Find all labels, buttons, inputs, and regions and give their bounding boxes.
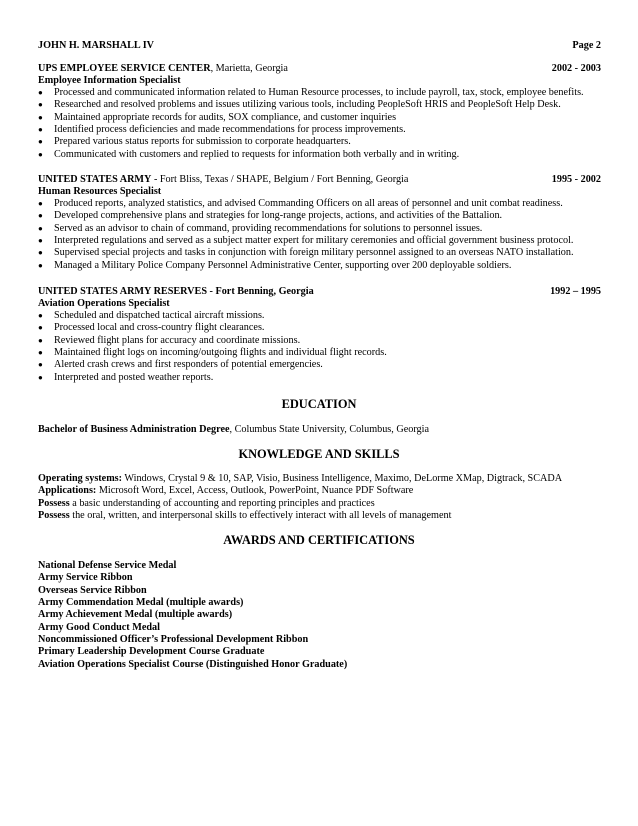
list-item: ● Maintained flight logs on incoming/outgoing flights and individual flight records.: [38, 347, 387, 359]
skills-row: Possess the oral, written, and interpersonal skills to effectively interact with all levels of management: [38, 510, 452, 522]
job-location: , Marietta, Georgia: [210, 63, 288, 74]
list-item: ● Identified process deficiencies and made recommendations for process improvements.: [38, 124, 406, 136]
list-item: ● Maintained appropriate records for audits, SOX compliance, and customer inquiries: [38, 111, 397, 123]
list-item: ● Developed comprehensive plans and strategies for long-range projects, actions, and activities of the Battalion.: [38, 210, 503, 222]
bullet-icon: ●: [38, 323, 43, 333]
list-item: ● Alerted crash crews and first responders of potential emergencies.: [38, 359, 323, 371]
bullet-icon: ●: [38, 236, 43, 246]
list-item: ● Served as an advisor to chain of command, providing recommendations for solutions to personnel issues.: [38, 222, 483, 234]
bullet-icon: ●: [38, 360, 43, 370]
job-org: UNITED STATES ARMY RESERVES - Fort Benning, Georgia: [38, 286, 314, 297]
awards-heading: AWARDS AND CERTIFICATIONS: [223, 533, 415, 547]
job-header-ups: [38, 63, 601, 75]
job-header-army: [38, 174, 601, 186]
award-item: Army Service Ribbon: [38, 572, 133, 584]
list-item: ● Reviewed flight plans for accuracy and coordinate missions.: [38, 334, 301, 346]
list-item: ● Supervised special projects and tasks in conjunction with foreign military personnel assigned to an overseas NATO installation.: [38, 247, 574, 259]
school: , Columbus State University, Columbus, Georgia: [229, 424, 429, 435]
job-header-reserves: [38, 286, 601, 298]
education-heading: EDUCATION: [281, 397, 357, 411]
award-item: Primary Leadership Development Course Graduate: [38, 646, 265, 658]
job-bullets: [38, 198, 608, 272]
bullet-icon: ●: [38, 88, 43, 97]
job-location: - Fort Bliss, Texas / SHAPE, Belgium / Fort Benning, Georgia: [151, 174, 409, 185]
award-item: National Defense Service Medal: [38, 560, 177, 571]
job-org: UNITED STATES ARMY: [38, 174, 152, 185]
bullet-icon: ●: [38, 260, 43, 270]
list-item: ● Prepared various status reports for submission to corporate headquarters.: [38, 136, 351, 148]
list-item: ● Interpreted and posted weather reports.: [38, 371, 214, 383]
award-item: Noncommissioned Officer’s Professional Development Ribbon: [38, 634, 309, 646]
list-item: ● Communicated with customers and replied to requests for information both verbally and in writing.: [38, 148, 460, 160]
award-item: Aviation Operations Specialist Course (Distinguished Honor Graduate): [38, 658, 348, 670]
award-item: Army Achievement Medal (multiple awards): [38, 609, 233, 621]
bullet-icon: ●: [38, 100, 43, 110]
job-bullets: [38, 87, 608, 161]
bullet-icon: ●: [38, 199, 43, 208]
applicant-name: JOHN H. MARSHALL IV: [38, 40, 155, 51]
skills-row: Possess a basic understanding of accounting and reporting principles and practices: [38, 497, 375, 509]
list-item: ● Interpreted regulations and served as a subject matter expert for military ceremonies and official government business protocol.: [38, 235, 574, 247]
bullet-icon: ●: [38, 311, 43, 320]
list-item: ● Managed a Military Police Company Personnel Administrative Center, supporting over 200 deployable soldiers.: [38, 259, 512, 271]
job-org-line: [38, 63, 288, 75]
job-dates: 2002 - 2003: [551, 63, 601, 74]
bullet-icon: ●: [38, 223, 43, 233]
job-dates: 1992 – 1995: [550, 286, 601, 297]
job-org: UPS EMPLOYEE SERVICE CENTER: [38, 63, 211, 74]
education-entry: [38, 424, 429, 436]
bullet-icon: ●: [38, 248, 43, 258]
job-bullets: [38, 310, 608, 384]
list-item: ● Processed local and cross-country flight clearances.: [38, 322, 265, 334]
bullet-icon: ●: [38, 149, 43, 159]
list-item: ● Processed and communicated information related to Human Resource processes, to include payroll, tax, stock, employee benefits.: [38, 87, 584, 98]
skills-row: Operating systems: Windows, Crystal 9 & 10, SAP, Visio, Business Intelligence, Maximo, DeLorme XMap, Digtrack, SCADA: [38, 473, 563, 484]
skills-row: Applications: Microsoft Word, Excel, Access, Outlook, PowerPoint, Nuance PDF Software: [38, 485, 414, 497]
degree: Bachelor of Business Administration Degree: [38, 424, 230, 435]
list-item: ● Produced reports, analyzed statistics, and advised Commanding Officers on all areas of personnel and unit combat readiness.: [38, 198, 563, 209]
bullet-icon: ●: [38, 335, 43, 345]
bullet-icon: ●: [38, 125, 43, 135]
list-item: ● Scheduled and dispatched tactical aircraft missions.: [38, 310, 265, 321]
bullet-icon: ●: [38, 137, 43, 147]
bullet-icon: ●: [38, 348, 43, 358]
job-title: Employee Information Specialist: [38, 75, 181, 86]
list-item: ● Researched and resolved problems and issues utilizing various tools, including PeopleSoft HRIS and PeopleSoft Help Desk.: [38, 99, 561, 111]
bullet-icon: ●: [38, 211, 43, 221]
award-item: Army Good Conduct Medal: [38, 621, 160, 633]
job-dates: 1995 - 2002: [551, 174, 601, 185]
bullet-icon: ●: [38, 372, 43, 382]
page-number: Page 2: [572, 40, 601, 51]
bullet-icon: ●: [38, 112, 43, 122]
skills-list: [38, 473, 562, 522]
award-item: Overseas Service Ribbon: [38, 584, 147, 596]
skills-heading: KNOWLEDGE AND SKILLS: [238, 447, 400, 461]
job-org-line: [38, 174, 408, 186]
job-title: Human Resources Specialist: [38, 186, 162, 197]
awards-list: [38, 560, 347, 671]
job-title: Aviation Operations Specialist: [38, 298, 170, 309]
award-item: Army Commendation Medal (multiple awards): [38, 597, 244, 609]
